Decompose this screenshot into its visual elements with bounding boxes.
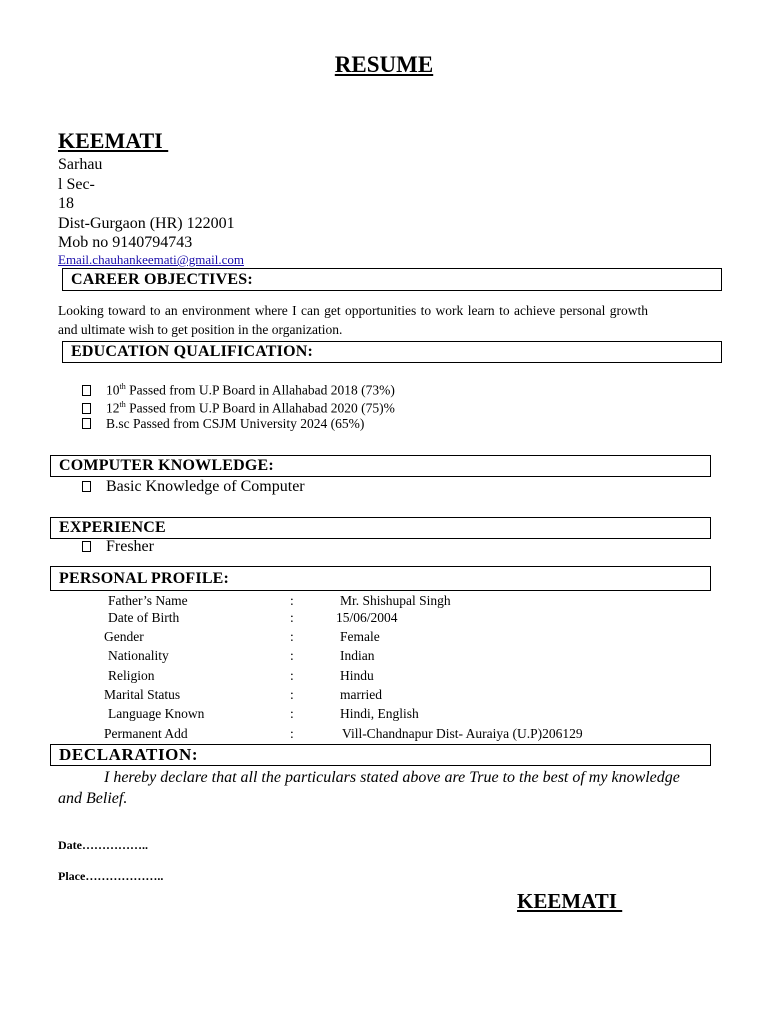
bullet-box-icon xyxy=(82,541,91,552)
bullet-box-icon xyxy=(82,481,91,492)
profile-value: Indian xyxy=(340,648,375,663)
email-link[interactable]: Email.chauhankeemati@gmail.com xyxy=(58,252,244,267)
profile-value: Female xyxy=(340,629,380,644)
bullet-box-icon xyxy=(82,403,91,414)
computer-knowledge-heading: COMPUTER KNOWLEDGE: xyxy=(50,455,711,477)
experience-heading: EXPERIENCE xyxy=(50,517,711,539)
profile-separator: : xyxy=(290,629,294,644)
declaration-text: I hereby declare that all the particulars stated above are True to the best of my knowledge and Belief. xyxy=(58,769,680,807)
mobile-number: Mob no 9140794743 xyxy=(58,234,193,251)
address-line: Sarhau xyxy=(58,156,103,173)
bullet-box-icon xyxy=(82,385,91,396)
address-line: Dist-Gurgaon (HR) 122001 xyxy=(58,215,235,232)
profile-separator: : xyxy=(290,706,294,721)
profile-label: Date of Birth xyxy=(108,610,180,625)
education-item: 12th Passed from U.P Board in Allahabad 2020 (75)% xyxy=(82,396,395,418)
profile-label: Marital Status xyxy=(104,687,181,702)
date-field: Date…………….. xyxy=(58,838,148,852)
experience-item: Fresher xyxy=(82,538,154,556)
declaration-heading: DECLARATION: xyxy=(50,744,711,766)
address-line: l Sec- xyxy=(58,176,95,193)
resume-title: RESUME xyxy=(334,52,434,77)
career-objectives-text: Looking toward to an environment where I can get opportunities to work learn to achieve personal growth and ultimate wish to get position in the organization. xyxy=(58,303,648,337)
profile-label: Language Known xyxy=(108,706,205,721)
profile-separator: : xyxy=(290,648,294,663)
personal-profile-heading: PERSONAL PROFILE: xyxy=(50,566,711,591)
profile-value: Hindi, English xyxy=(340,706,419,721)
profile-value: 15/06/2004 xyxy=(336,610,398,625)
address-line: 18 xyxy=(58,195,74,212)
education-item: B.sc Passed from CSJM University 2024 (65%) xyxy=(82,415,364,433)
place-field: Place……………….. xyxy=(58,869,164,883)
profile-value: Hindu xyxy=(340,668,374,683)
profile-label: Gender xyxy=(104,629,144,644)
computer-knowledge-item: Basic Knowledge of Computer xyxy=(82,478,305,496)
profile-separator: : xyxy=(290,726,294,741)
profile-value: Mr. Shishupal Singh xyxy=(340,593,451,608)
profile-label: Nationality xyxy=(108,648,169,663)
career-objectives-heading: CAREER OBJECTIVES: xyxy=(62,268,722,291)
profile-separator: : xyxy=(290,668,294,683)
education-heading: EDUCATION QUALIFICATION: xyxy=(62,341,722,363)
signature-name: KEEMATI xyxy=(517,889,623,913)
profile-label: Father’s Name xyxy=(108,593,188,608)
profile-label: Religion xyxy=(108,668,155,683)
profile-value: married xyxy=(340,687,382,702)
education-item: 10th Passed from U.P Board in Allahabad 2018 (73%) xyxy=(82,378,395,400)
profile-separator: : xyxy=(290,610,294,625)
bullet-box-icon xyxy=(82,418,91,429)
candidate-name: KEEMATI xyxy=(58,128,169,153)
profile-label: Permanent Add xyxy=(104,726,188,741)
profile-separator: : xyxy=(290,687,294,702)
profile-separator: : xyxy=(290,593,294,608)
profile-value: Vill-Chandnapur Dist- Auraiya (U.P)206129 xyxy=(342,726,583,741)
